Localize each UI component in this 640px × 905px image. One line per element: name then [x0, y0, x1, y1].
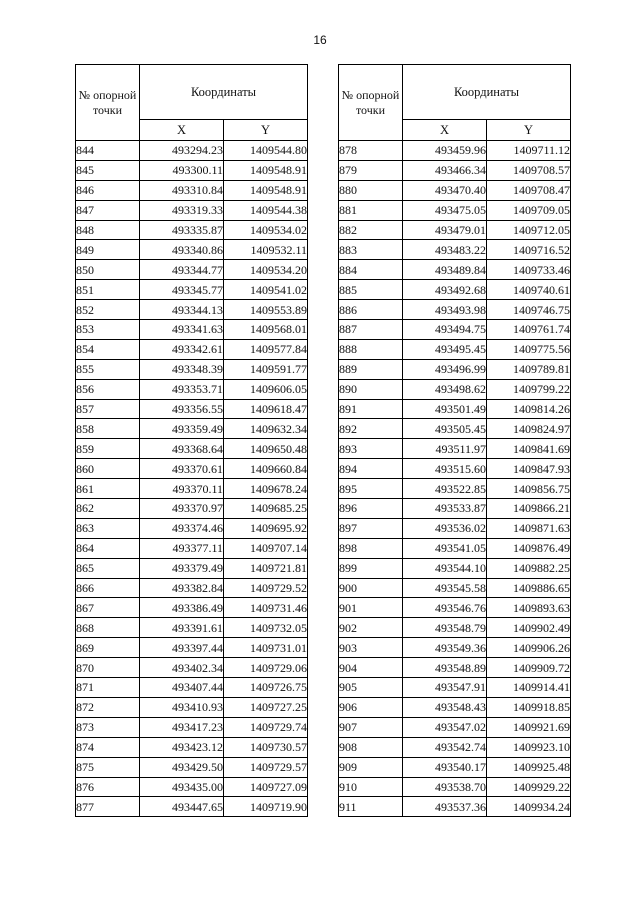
table-row — [76, 598, 308, 618]
y-coordinate-cell: 1409732.05 — [224, 618, 308, 638]
point-number-cell: 861 — [76, 479, 140, 499]
x-coordinate-cell: 493501.49 — [403, 399, 487, 419]
y-coordinate-cell: 1409914.41 — [487, 678, 571, 698]
point-number-cell: 859 — [76, 439, 140, 459]
y-coordinate-cell: 1409726.75 — [224, 678, 308, 698]
table-row — [76, 499, 308, 519]
table-row — [76, 300, 308, 320]
x-coordinate-cell: 493548.43 — [403, 697, 487, 717]
point-number-header: № опорной точки — [76, 65, 140, 141]
point-number-cell: 864 — [76, 538, 140, 558]
y-coordinate-cell: 1409727.09 — [224, 777, 308, 797]
x-coordinate-cell: 493345.77 — [140, 280, 224, 300]
x-coordinate-cell: 493544.10 — [403, 558, 487, 578]
y-coordinate-cell: 1409712.05 — [487, 220, 571, 240]
table-row — [339, 697, 571, 717]
table-row — [76, 320, 308, 340]
x-coordinate-cell: 493397.44 — [140, 638, 224, 658]
x-coordinate-cell: 493515.60 — [403, 459, 487, 479]
point-number-cell: 885 — [339, 280, 403, 300]
table-row — [339, 618, 571, 638]
table-body — [339, 141, 571, 817]
x-coordinate-cell: 493407.44 — [140, 678, 224, 698]
x-coordinate-cell: 493496.99 — [403, 359, 487, 379]
x-coordinate-cell: 493548.89 — [403, 658, 487, 678]
y-coordinate-cell: 1409871.63 — [487, 518, 571, 538]
y-coordinate-cell: 1409606.05 — [224, 379, 308, 399]
y-coordinate-cell: 1409660.84 — [224, 459, 308, 479]
y-coordinate-cell: 1409733.46 — [487, 260, 571, 280]
table-row — [339, 797, 571, 817]
table-row — [76, 280, 308, 300]
x-coordinate-cell: 493498.62 — [403, 379, 487, 399]
y-coordinate-cell: 1409685.25 — [224, 499, 308, 519]
point-number-cell: 909 — [339, 757, 403, 777]
point-number-cell: 905 — [339, 678, 403, 698]
table-row — [76, 578, 308, 598]
y-coordinate-cell: 1409719.90 — [224, 797, 308, 817]
y-coordinate-cell: 1409740.61 — [487, 280, 571, 300]
y-coordinate-cell: 1409847.93 — [487, 459, 571, 479]
table-row — [76, 439, 308, 459]
point-number-cell: 898 — [339, 538, 403, 558]
y-coordinate-cell: 1409568.01 — [224, 320, 308, 340]
table-row — [339, 499, 571, 519]
x-coordinate-cell: 493300.11 — [140, 160, 224, 180]
point-number-cell: 890 — [339, 379, 403, 399]
point-number-cell: 847 — [76, 200, 140, 220]
x-coordinate-cell: 493435.00 — [140, 777, 224, 797]
table-row — [339, 518, 571, 538]
table-row — [339, 399, 571, 419]
table-row — [76, 777, 308, 797]
point-number-cell: 902 — [339, 618, 403, 638]
x-coordinate-cell: 493542.74 — [403, 737, 487, 757]
y-coordinate-cell: 1409730.57 — [224, 737, 308, 757]
table-row — [76, 737, 308, 757]
y-coordinate-cell: 1409918.85 — [487, 697, 571, 717]
point-number-cell: 854 — [76, 339, 140, 359]
x-coordinate-cell: 493382.84 — [140, 578, 224, 598]
point-number-cell: 850 — [76, 260, 140, 280]
table-row — [339, 200, 571, 220]
y-coordinate-cell: 1409909.72 — [487, 658, 571, 678]
table-row — [339, 459, 571, 479]
y-coordinate-cell: 1409618.47 — [224, 399, 308, 419]
y-coordinate-cell: 1409789.81 — [487, 359, 571, 379]
x-coordinate-cell: 493370.11 — [140, 479, 224, 499]
y-coordinate-cell: 1409921.69 — [487, 717, 571, 737]
table-row — [76, 638, 308, 658]
point-number-cell: 858 — [76, 419, 140, 439]
x-coordinate-cell: 493533.87 — [403, 499, 487, 519]
y-coordinate-cell: 1409632.34 — [224, 419, 308, 439]
x-coordinate-cell: 493429.50 — [140, 757, 224, 777]
point-number-cell: 899 — [339, 558, 403, 578]
x-coordinate-cell: 493494.75 — [403, 320, 487, 340]
x-coordinate-cell: 493536.02 — [403, 518, 487, 538]
y-coordinate-cell: 1409708.57 — [487, 160, 571, 180]
y-coordinate-cell: 1409799.22 — [487, 379, 571, 399]
y-coordinate-cell: 1409886.65 — [487, 578, 571, 598]
table-row — [339, 757, 571, 777]
table-row — [76, 141, 308, 161]
x-coordinate-cell: 493402.34 — [140, 658, 224, 678]
x-coordinate-cell: 493546.76 — [403, 598, 487, 618]
point-number-cell: 891 — [339, 399, 403, 419]
x-coordinate-cell: 493537.36 — [403, 797, 487, 817]
y-coordinate-cell: 1409729.74 — [224, 717, 308, 737]
table-row — [76, 379, 308, 399]
point-number-cell: 879 — [339, 160, 403, 180]
point-number-cell: 874 — [76, 737, 140, 757]
x-coordinate-cell: 493340.86 — [140, 240, 224, 260]
x-coordinate-cell: 493374.46 — [140, 518, 224, 538]
point-number-cell: 889 — [339, 359, 403, 379]
table-row — [76, 240, 308, 260]
x-coordinate-cell: 493356.55 — [140, 399, 224, 419]
point-number-cell: 903 — [339, 638, 403, 658]
table-row — [76, 697, 308, 717]
point-number-header: № опорной точки — [339, 65, 403, 141]
coordinates-table-right — [338, 64, 571, 817]
x-coordinate-cell: 493370.61 — [140, 459, 224, 479]
x-coordinate-cell: 493495.45 — [403, 339, 487, 359]
x-coordinate-cell: 493391.61 — [140, 618, 224, 638]
point-number-cell: 892 — [339, 419, 403, 439]
table-row — [339, 260, 571, 280]
point-number-cell: 866 — [76, 578, 140, 598]
y-column-header: Y — [487, 120, 571, 141]
table-row — [339, 320, 571, 340]
x-coordinate-cell: 493341.63 — [140, 320, 224, 340]
x-coordinate-cell: 493492.68 — [403, 280, 487, 300]
y-coordinate-cell: 1409906.26 — [487, 638, 571, 658]
x-coordinate-cell: 493470.40 — [403, 180, 487, 200]
y-coordinate-cell: 1409729.57 — [224, 757, 308, 777]
point-number-cell: 872 — [76, 697, 140, 717]
point-number-cell: 875 — [76, 757, 140, 777]
x-coordinate-cell: 493423.12 — [140, 737, 224, 757]
y-coordinate-cell: 1409729.52 — [224, 578, 308, 598]
x-coordinate-cell: 493344.13 — [140, 300, 224, 320]
table-row — [339, 220, 571, 240]
table-row — [76, 479, 308, 499]
point-number-cell: 849 — [76, 240, 140, 260]
point-number-cell: 873 — [76, 717, 140, 737]
y-coordinate-cell: 1409923.10 — [487, 737, 571, 757]
table-row — [76, 200, 308, 220]
x-column-header: X — [403, 120, 487, 141]
table-row — [339, 538, 571, 558]
point-number-cell: 904 — [339, 658, 403, 678]
x-coordinate-cell: 493545.58 — [403, 578, 487, 598]
x-coordinate-cell: 493348.39 — [140, 359, 224, 379]
table-row — [339, 658, 571, 678]
y-coordinate-cell: 1409709.05 — [487, 200, 571, 220]
point-number-cell: 895 — [339, 479, 403, 499]
x-coordinate-cell: 493547.02 — [403, 717, 487, 737]
table-row — [339, 339, 571, 359]
point-number-cell: 855 — [76, 359, 140, 379]
table-row — [76, 339, 308, 359]
point-number-cell: 901 — [339, 598, 403, 618]
table-row — [76, 717, 308, 737]
table-row — [76, 757, 308, 777]
y-coordinate-cell: 1409882.25 — [487, 558, 571, 578]
y-coordinate-cell: 1409650.48 — [224, 439, 308, 459]
table-row — [76, 678, 308, 698]
y-coordinate-cell: 1409678.24 — [224, 479, 308, 499]
table-row — [339, 419, 571, 439]
y-coordinate-cell: 1409934.24 — [487, 797, 571, 817]
point-number-cell: 911 — [339, 797, 403, 817]
point-number-cell: 871 — [76, 678, 140, 698]
y-coordinate-cell: 1409824.97 — [487, 419, 571, 439]
y-coordinate-cell: 1409577.84 — [224, 339, 308, 359]
y-coordinate-cell: 1409534.02 — [224, 220, 308, 240]
table-row — [339, 777, 571, 797]
x-coordinate-cell: 493294.23 — [140, 141, 224, 161]
y-coordinate-cell: 1409534.20 — [224, 260, 308, 280]
coordinates-header: Координаты — [140, 65, 308, 120]
point-number-cell: 900 — [339, 578, 403, 598]
point-number-cell: 869 — [76, 638, 140, 658]
point-number-cell: 863 — [76, 518, 140, 538]
x-coordinate-cell: 493417.23 — [140, 717, 224, 737]
point-number-cell: 887 — [339, 320, 403, 340]
y-coordinate-cell: 1409731.01 — [224, 638, 308, 658]
x-coordinate-cell: 493475.05 — [403, 200, 487, 220]
table-row — [339, 717, 571, 737]
x-coordinate-cell: 493522.85 — [403, 479, 487, 499]
y-coordinate-cell: 1409929.22 — [487, 777, 571, 797]
y-coordinate-cell: 1409761.74 — [487, 320, 571, 340]
y-coordinate-cell: 1409841.69 — [487, 439, 571, 459]
point-number-cell: 883 — [339, 240, 403, 260]
table-row — [339, 598, 571, 618]
table-row — [76, 518, 308, 538]
point-number-cell: 907 — [339, 717, 403, 737]
point-number-cell: 857 — [76, 399, 140, 419]
point-number-cell: 896 — [339, 499, 403, 519]
y-coordinate-cell: 1409876.49 — [487, 538, 571, 558]
point-number-cell: 870 — [76, 658, 140, 678]
point-number-cell: 851 — [76, 280, 140, 300]
table-row — [339, 280, 571, 300]
table-row — [76, 618, 308, 638]
point-number-cell: 848 — [76, 220, 140, 240]
point-number-cell: 894 — [339, 459, 403, 479]
y-coordinate-cell: 1409548.91 — [224, 180, 308, 200]
point-number-cell: 852 — [76, 300, 140, 320]
coordinates-table-left — [75, 64, 308, 817]
x-coordinate-cell: 493459.96 — [403, 141, 487, 161]
x-coordinate-cell: 493489.84 — [403, 260, 487, 280]
y-coordinate-cell: 1409893.63 — [487, 598, 571, 618]
point-number-cell: 867 — [76, 598, 140, 618]
y-coordinate-cell: 1409541.02 — [224, 280, 308, 300]
x-coordinate-cell: 493447.65 — [140, 797, 224, 817]
point-number-cell: 888 — [339, 339, 403, 359]
x-column-header: X — [140, 120, 224, 141]
table-row — [339, 240, 571, 260]
point-number-cell: 856 — [76, 379, 140, 399]
point-number-cell: 882 — [339, 220, 403, 240]
table-row — [339, 638, 571, 658]
y-coordinate-cell: 1409731.46 — [224, 598, 308, 618]
x-coordinate-cell: 493359.49 — [140, 419, 224, 439]
y-coordinate-cell: 1409775.56 — [487, 339, 571, 359]
table-row — [339, 558, 571, 578]
point-number-cell: 876 — [76, 777, 140, 797]
point-number-cell: 878 — [339, 141, 403, 161]
y-coordinate-cell: 1409544.80 — [224, 141, 308, 161]
x-coordinate-cell: 493319.33 — [140, 200, 224, 220]
y-column-header: Y — [224, 120, 308, 141]
table-row — [76, 558, 308, 578]
point-number-cell: 844 — [76, 141, 140, 161]
y-coordinate-cell: 1409902.49 — [487, 618, 571, 638]
y-coordinate-cell: 1409544.38 — [224, 200, 308, 220]
x-coordinate-cell: 493370.97 — [140, 499, 224, 519]
x-coordinate-cell: 493479.01 — [403, 220, 487, 240]
table-row — [339, 359, 571, 379]
point-number-cell: 884 — [339, 260, 403, 280]
x-coordinate-cell: 493538.70 — [403, 777, 487, 797]
table-row — [76, 797, 308, 817]
x-coordinate-cell: 493368.64 — [140, 439, 224, 459]
x-coordinate-cell: 493310.84 — [140, 180, 224, 200]
table-row — [339, 300, 571, 320]
y-coordinate-cell: 1409707.14 — [224, 538, 308, 558]
x-coordinate-cell: 493483.22 — [403, 240, 487, 260]
x-coordinate-cell: 493410.93 — [140, 697, 224, 717]
table-row — [339, 678, 571, 698]
point-number-cell: 877 — [76, 797, 140, 817]
point-number-cell: 893 — [339, 439, 403, 459]
x-coordinate-cell: 493335.87 — [140, 220, 224, 240]
point-number-cell: 886 — [339, 300, 403, 320]
table-row — [76, 459, 308, 479]
table-row — [76, 220, 308, 240]
x-coordinate-cell: 493493.98 — [403, 300, 487, 320]
point-number-cell: 846 — [76, 180, 140, 200]
x-coordinate-cell: 493342.61 — [140, 339, 224, 359]
y-coordinate-cell: 1409814.26 — [487, 399, 571, 419]
x-coordinate-cell: 493549.36 — [403, 638, 487, 658]
x-coordinate-cell: 493548.79 — [403, 618, 487, 638]
point-number-cell: 880 — [339, 180, 403, 200]
table-row — [76, 538, 308, 558]
y-coordinate-cell: 1409711.12 — [487, 141, 571, 161]
table-row — [339, 379, 571, 399]
point-number-cell: 865 — [76, 558, 140, 578]
point-number-cell: 860 — [76, 459, 140, 479]
coordinates-header: Координаты — [403, 65, 571, 120]
table-row — [76, 658, 308, 678]
table-row — [76, 419, 308, 439]
point-number-cell: 881 — [339, 200, 403, 220]
table-row — [76, 180, 308, 200]
table-row — [76, 399, 308, 419]
x-coordinate-cell: 493511.97 — [403, 439, 487, 459]
table-row — [76, 359, 308, 379]
y-coordinate-cell: 1409727.25 — [224, 697, 308, 717]
x-coordinate-cell: 493505.45 — [403, 419, 487, 439]
point-number-cell: 897 — [339, 518, 403, 538]
x-coordinate-cell: 493386.49 — [140, 598, 224, 618]
x-coordinate-cell: 493379.49 — [140, 558, 224, 578]
x-coordinate-cell: 493466.34 — [403, 160, 487, 180]
page-number: 16 — [313, 33, 327, 47]
y-coordinate-cell: 1409746.75 — [487, 300, 571, 320]
x-coordinate-cell: 493541.05 — [403, 538, 487, 558]
y-coordinate-cell: 1409695.92 — [224, 518, 308, 538]
table-row — [76, 160, 308, 180]
x-coordinate-cell: 493353.71 — [140, 379, 224, 399]
table-row — [339, 439, 571, 459]
y-coordinate-cell: 1409553.89 — [224, 300, 308, 320]
point-number-cell: 845 — [76, 160, 140, 180]
point-number-cell: 853 — [76, 320, 140, 340]
point-number-cell: 910 — [339, 777, 403, 797]
table-row — [339, 578, 571, 598]
y-coordinate-cell: 1409721.81 — [224, 558, 308, 578]
table-row — [339, 479, 571, 499]
x-coordinate-cell: 493540.17 — [403, 757, 487, 777]
table-row — [339, 180, 571, 200]
y-coordinate-cell: 1409729.06 — [224, 658, 308, 678]
y-coordinate-cell: 1409866.21 — [487, 499, 571, 519]
point-number-cell: 908 — [339, 737, 403, 757]
table-row — [339, 141, 571, 161]
y-coordinate-cell: 1409591.77 — [224, 359, 308, 379]
point-number-cell: 868 — [76, 618, 140, 638]
point-number-cell: 862 — [76, 499, 140, 519]
table-row — [339, 160, 571, 180]
y-coordinate-cell: 1409548.91 — [224, 160, 308, 180]
table-body — [76, 141, 308, 817]
y-coordinate-cell: 1409716.52 — [487, 240, 571, 260]
y-coordinate-cell: 1409708.47 — [487, 180, 571, 200]
y-coordinate-cell: 1409925.48 — [487, 757, 571, 777]
y-coordinate-cell: 1409532.11 — [224, 240, 308, 260]
y-coordinate-cell: 1409856.75 — [487, 479, 571, 499]
x-coordinate-cell: 493344.77 — [140, 260, 224, 280]
table-row — [339, 737, 571, 757]
x-coordinate-cell: 493547.91 — [403, 678, 487, 698]
point-number-cell: 906 — [339, 697, 403, 717]
x-coordinate-cell: 493377.11 — [140, 538, 224, 558]
table-row — [76, 260, 308, 280]
